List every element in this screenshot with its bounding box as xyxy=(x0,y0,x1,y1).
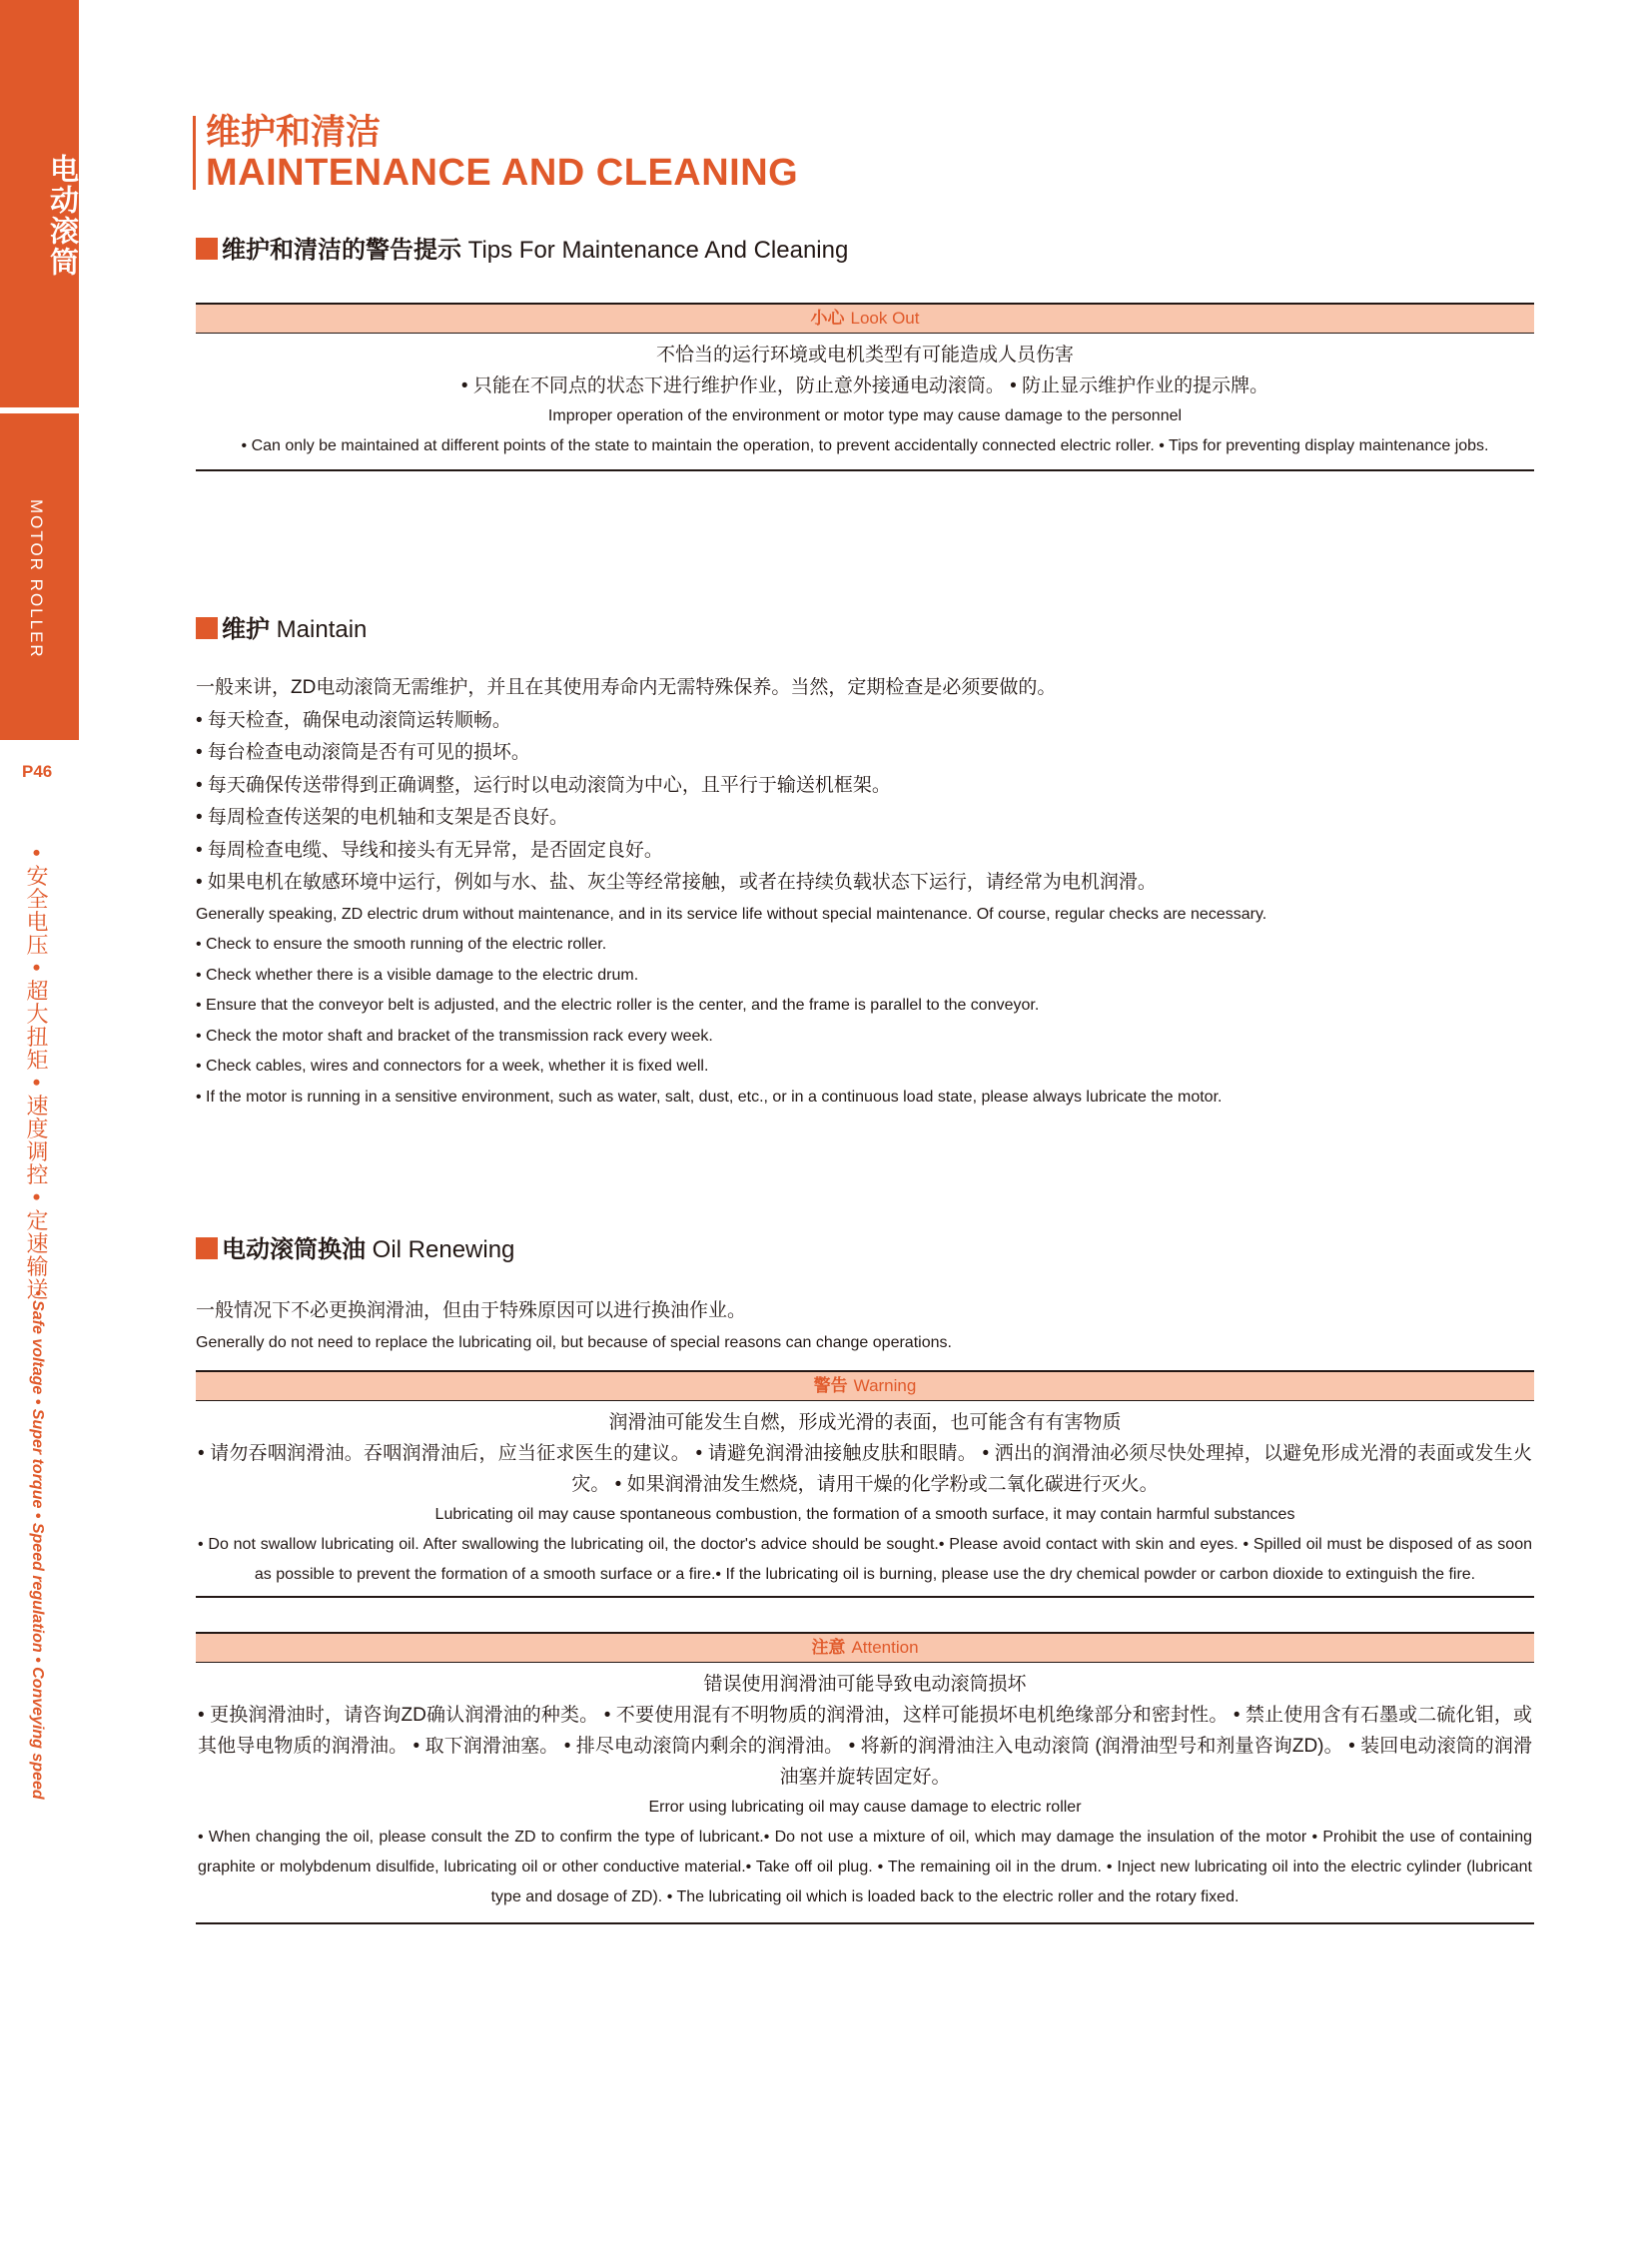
maintain-body xyxy=(196,672,1534,1113)
maintain-en-line: • If the motor is running in a sensitive environment, such as water, salt, dust, etc., or in a continuous load state, please always lubricate the motor. xyxy=(196,1088,1223,1106)
lookout-cn-2: • 只能在不同点的状态下进行维护作业，防止意外接通电动滚筒。 • 防止显示维护作业的提示牌。 xyxy=(460,375,1269,396)
sidebar-features-en: • Safe voltage • Super torque • Speed regulation • Conveying speed xyxy=(29,1290,46,1800)
attention-label-en: Attention xyxy=(851,1638,919,1657)
maintain-cn-line: • 每天检查，确保电动滚筒运转顺畅。 xyxy=(196,709,511,731)
oil-heading xyxy=(196,1235,514,1265)
lookout-label-en: Look Out xyxy=(850,309,920,328)
lookout-label-cn: 小心 xyxy=(810,309,845,328)
tips-heading-cn: 维护和清洁的警告提示 xyxy=(222,237,461,264)
section-square-icon xyxy=(196,1237,218,1259)
oil-heading-en: Oil Renewing xyxy=(372,1236,515,1263)
maintain-cn-line: 一般来讲，ZD电动滚筒无需维护，并且在其使用寿命内无需特殊保养。当然，定期检查是必须要做的。 xyxy=(196,677,1057,698)
attention-box xyxy=(196,1632,1534,1924)
maintain-en-line: • Check whether there is a visible damage to the electric drum. xyxy=(196,966,639,984)
lookout-en-2: • Can only be maintained at different points of the state to maintain the operation, to prevent accidentally connected electric roller. • Tips for preventing display maintenance jobs. xyxy=(241,437,1489,454)
maintain-heading-cn: 维护 xyxy=(222,616,270,643)
section-square-icon xyxy=(196,238,218,260)
maintain-cn-line: • 每周检查传送架的电机轴和支架是否良好。 xyxy=(196,807,568,828)
page-number: P46 xyxy=(22,762,53,781)
lookout-cn-1: 不恰当的运行环境或电机类型有可能造成人员伤害 xyxy=(655,345,1074,366)
maintain-en-line: • Check cables, wires and connectors for a week, whether it is fixed well. xyxy=(196,1058,709,1075)
maintain-cn-line: • 每天确保传送带得到正确调整，运行时以电动滚筒为中心，且平行于输送机框架。 xyxy=(196,774,891,796)
sidebar-features-cn: • 安全电压 • 超大扭矩 • 速度调控 • 定速输送 xyxy=(24,849,49,1301)
warning-en-2: • Do not swallow lubricating oil. After swallowing the lubricating oil, the doctor's advice should be sought.• Please avoid contact with skin and eyes. • Spilled oil must be disposed of as soon as possible to prevent the formation of a smooth surface or a fire.• If the lubricating oil is burning, please use the dry chemical powder or carbon dioxide to extinguish the fire. xyxy=(198,1536,1532,1583)
maintain-en-line: • Check the motor shaft and bracket of the transmission rack every week. xyxy=(196,1027,713,1045)
maintain-en-line: • Check to ensure the smooth running of the electric roller. xyxy=(196,936,607,953)
tips-heading xyxy=(196,236,848,266)
warning-cn-2: • 请勿吞咽润滑油。吞咽润滑油后，应当征求医生的建议。 • 请避免润滑油接触皮肤和眼睛。 • 洒出的润滑油必须尽快处理掉，以避免形成光滑的表面或发生火灾。 • 如果润滑油发生燃烧，请用干燥的化学粉或二氧化碳进行灭火。 xyxy=(198,1443,1532,1495)
lookout-box xyxy=(196,303,1534,471)
maintain-cn-line: • 每周检查电缆、导线和接头有无异常，是否固定良好。 xyxy=(196,839,663,861)
maintain-en-line: Generally speaking, ZD electric drum without maintenance, and in its service life without special maintenance. Of course, regular checks are necessary. xyxy=(196,905,1267,923)
oil-intro xyxy=(196,1295,1534,1358)
maintain-heading xyxy=(196,615,367,645)
warning-label-en: Warning xyxy=(853,1376,917,1395)
oil-intro-cn: 一般情况下不必更换润滑油，但由于特殊原因可以进行换油作业。 xyxy=(196,1300,747,1321)
page-title-en: MAINTENANCE AND CLEANING xyxy=(206,152,799,194)
page-title-cn: 维护和清洁 xyxy=(206,113,382,152)
warning-cn-1: 润滑油可能发生自燃，形成光滑的表面，也可能含有有害物质 xyxy=(608,1412,1122,1433)
warning-label-cn: 警告 xyxy=(813,1376,848,1395)
maintain-en-line: • Ensure that the conveyor belt is adjusted, and the electric roller is the center, and the frame is parallel to the conveyor. xyxy=(196,997,1040,1014)
attention-cn-2: • 更换润滑油时，请咨询ZD确认润滑油的种类。 • 不要使用混有不明物质的润滑油，这样可能损坏电机绝缘部分和密封性。 • 禁止使用含有石墨或二硫化钼，或其他导电物质的润滑油。 • 取下润滑油塞。 • 排尽电动滚筒内剩余的润滑油。 • 将新的润滑油注入电动滚筒 (润滑油型号和剂量咨询ZD)。 • 装回电动滚筒的润滑油塞并旋转固定好。 xyxy=(198,1705,1532,1788)
lookout-box-header xyxy=(196,303,1534,334)
oil-heading-cn: 电动滚筒换油 xyxy=(222,1236,366,1263)
maintain-cn-line: • 如果电机在敏感环境中运行，例如与水、盐、灰尘等经常接触，或者在持续负载状态下运行，请经常为电机润滑。 xyxy=(196,872,1157,893)
attention-en-1: Error using lubricating oil may cause damage to electric roller xyxy=(648,1799,1082,1816)
title-accent-bar xyxy=(193,116,196,190)
maintain-cn-line: • 每台检查电动滚筒是否有可见的损坏。 xyxy=(196,742,530,763)
sidebar-title-cn: 电动滚筒 xyxy=(46,154,78,278)
attention-label-cn: 注意 xyxy=(811,1638,846,1657)
attention-cn-1: 错误使用润滑油可能导致电动滚筒损坏 xyxy=(703,1674,1027,1695)
warning-box xyxy=(196,1370,1534,1598)
tips-heading-en: Tips For Maintenance And Cleaning xyxy=(467,237,849,264)
section-square-icon xyxy=(196,617,218,639)
attention-box-header xyxy=(196,1632,1534,1663)
sidebar-title-en: MOTOR ROLLER xyxy=(27,499,46,659)
lookout-en-1: Improper operation of the environment or motor type may cause damage to the personnel xyxy=(547,407,1183,424)
warning-en-1: Lubricating oil may cause spontaneous combustion, the formation of a smooth surface, it may contain harmful substances xyxy=(434,1506,1295,1523)
oil-intro-en: Generally do not need to replace the lubricating oil, but because of special reasons can change operations. xyxy=(196,1333,952,1351)
warning-box-header xyxy=(196,1370,1534,1401)
attention-en-2: • When changing the oil, please consult the ZD to confirm the type of lubricant.• Do not use a mixture of oil, which may damage the insulation of the motor • Prohibit the use of containing graphite or molybdenum disulfide, lubricating oil or other conductive material.• Take off oil plug. • The remaining oil in the drum. • Inject new lubricating oil into the electric cylinder (lubricant type and dosage of ZD). • The lubricating oil which is loaded back to the electric roller and the rotary fixed. xyxy=(198,1829,1532,1905)
maintain-heading-en: Maintain xyxy=(276,616,368,643)
